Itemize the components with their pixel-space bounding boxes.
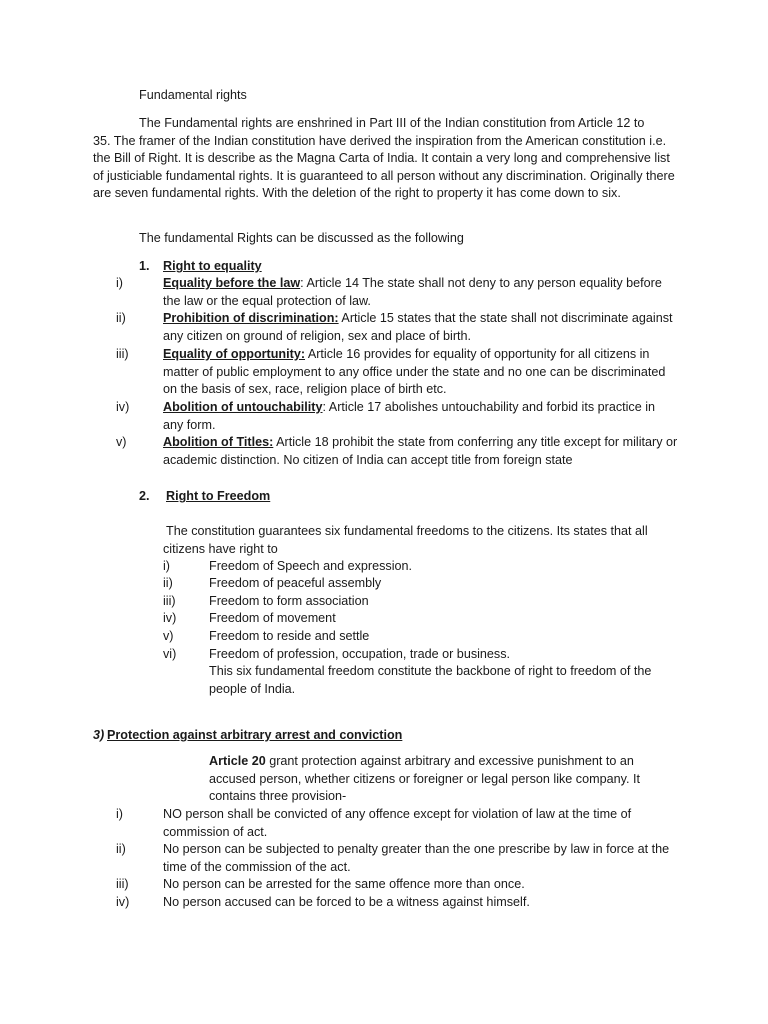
list-item [163,275,678,310]
list-item: Freedom to form association [209,594,369,608]
section-2-heading: Right to Freedom [166,489,271,503]
section-2-intro: The constitution guarantees six fundamental freedoms to the citizens. Its states that all citizens have right to [163,524,648,556]
intro-paragraph: 35. The framer of the Indian constitution have derived the inspiration from the American constitution i.e. the Bill of Right. It is describe as the Magna Carta of India. It contain a very long and comprehensive list of justiciable fundamental rights. It is guaranteed to all person without any discrimination. Originally there are seven fundamental rights. With the deletion of the right to property it has come down to six. [93,133,675,201]
list-marker: i) [116,276,123,290]
item-title: Abolition of Titles: [163,435,274,449]
list-marker: iv) [116,895,130,909]
list-item [163,434,678,469]
list-item [163,399,678,434]
list-marker: iv) [116,400,130,414]
item-text: Article 15 states that the state shall not discriminate against any citizen on ground of religion, sex and place of birth. [163,311,673,343]
list-item: Freedom of peaceful assembly [209,576,382,590]
item-text: : Article 17 abolishes untouchability and forbid its practice in any form. [163,400,656,432]
section-2-closing: This six fundamental freedom constitute the backbone of right to freedom of the people of India. [209,664,652,696]
list-marker: ii) [116,842,126,856]
list-marker: v) [116,435,127,449]
list-item [163,346,678,399]
item-text: Article 18 prohibit the state from conferring any title except for military or academic distinction. No citizen of India can accept title from foreign state [163,435,678,467]
list-marker: iii) [116,877,129,891]
list-item [163,310,678,345]
item-title: Abolition of untouchability [163,400,323,414]
discussed-line: The fundamental Rights can be discussed as the following [139,231,464,245]
item-text: : Article 14 The state shall not deny to any person equality before the law or the equal protection of law. [163,276,662,308]
list-item: No person accused can be forced to be a witness against himself. [163,895,530,909]
list-item: Freedom to reside and settle [209,629,370,643]
section-1-heading: Right to equality [163,259,262,273]
item-title: Prohibition of discrimination: [163,311,339,325]
section-3-intro [209,753,664,806]
item-title: Equality of opportunity: [163,347,306,361]
section-3-heading: Protection against arbitrary arrest and conviction [107,728,403,742]
list-item: NO person shall be convicted of any offence except for violation of law at the time of commission of act. [163,807,632,839]
list-marker: i) [163,559,170,573]
list-marker: iv) [163,611,177,625]
list-item: Freedom of movement [209,611,336,625]
section-3-number: 3) [93,728,105,742]
list-item: No person can be subjected to penalty greater than the one prescribe by law in force at the time of the commission of the act. [163,842,670,874]
document-title: Fundamental rights [139,88,247,102]
section-1-number: 1. [139,259,150,273]
section-2-number: 2. [139,489,150,503]
list-marker: vi) [163,647,177,661]
list-item: Freedom of Speech and expression. [209,559,413,573]
item-text: Article 16 provides for equality of opportunity for all citizens in matter of public employment to any office under the state and no one can be discriminated on the basis of sex, race, religion place of birth etc. [163,347,666,397]
intro-first-line: The Fundamental rights are enshrined in Part III of the Indian constitution from Article 12 to [139,116,645,130]
item-title: Equality before the law [163,276,301,290]
list-marker: ii) [116,311,126,325]
article-ref: Article 20 [209,754,266,768]
list-marker: i) [116,807,123,821]
list-item: Freedom of profession, occupation, trade or business. [209,647,511,661]
list-marker: iii) [116,347,129,361]
list-marker: v) [163,629,174,643]
list-marker: ii) [163,576,173,590]
list-item: No person can be arrested for the same offence more than once. [163,877,525,891]
article-text: grant protection against arbitrary and excessive punishment to an accused person, whether citizens or foreigner or legal person like company. It contains three provision- [209,754,640,804]
list-marker: iii) [163,594,176,608]
